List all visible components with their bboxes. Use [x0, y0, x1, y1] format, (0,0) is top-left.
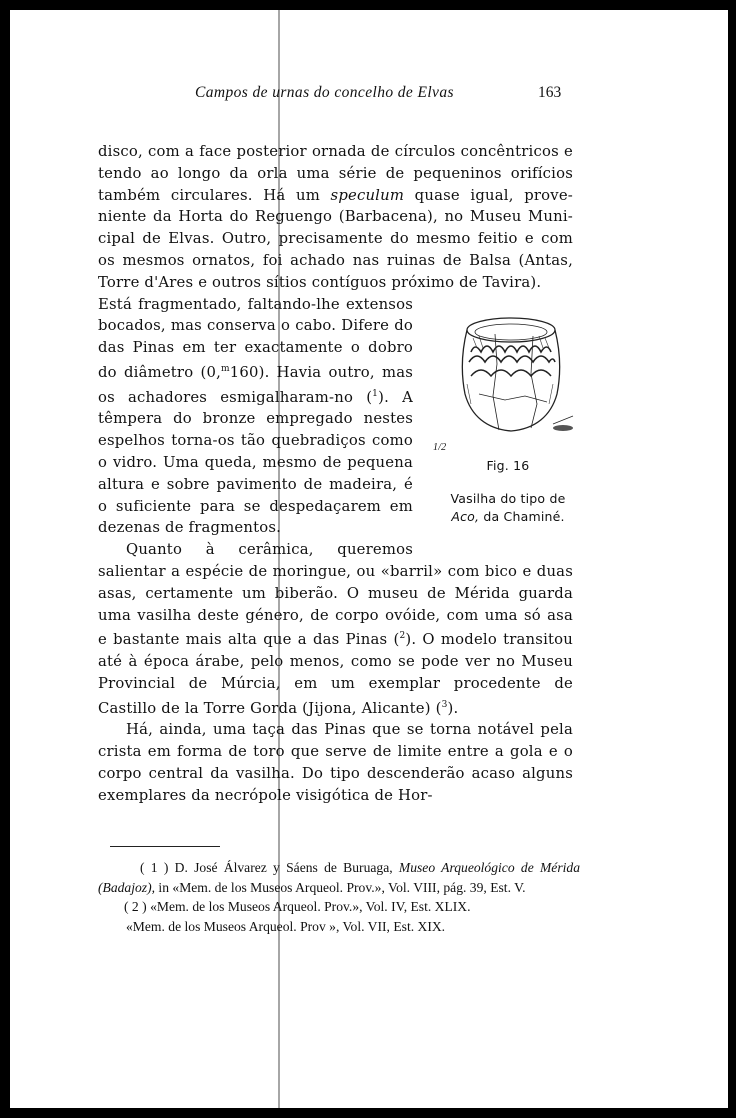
body-text: [98, 141, 573, 807]
footnotes: [98, 858, 580, 936]
latin-term: speculum: [330, 186, 405, 204]
page-number: 163: [538, 84, 562, 101]
footnote-rule: [110, 846, 220, 847]
footnote-1: ( 1 ) D. José Álvarez y Sáens de Buruaga, Museo Arqueológico de Mérida (Badajoz), in «Mem. de los Museos Arqueol. Prov.», Vol. VIII, pág. 39, Est. V.: [98, 860, 580, 895]
figure-caption: Vasilha do tipo de Aco, da Chaminé.: [450, 490, 566, 524]
vessel-illustration: [435, 304, 581, 444]
scale-mark: 1/2: [433, 441, 447, 453]
artist-signature-mark: [553, 425, 573, 431]
footnote-ref-1: 1: [372, 388, 379, 399]
paragraph-speculum: disco, com a face posterior ornada de círculos concêntricos e tendo ao longo da orla uma série de pequeninos orifícios também circulares. Há um speculum quase igual, prove- niente da Horta do Reguengo (Barbacena), no Museu Muni- cipal de Elvas. Outro, precisamente do mesmo feitio e com os mesmos ornatos, foi achado nas ruinas de Balsa (Antas, Torre d'Ares e outros sítios contíguos próximo de Tavira).: [98, 143, 574, 291]
running-title: Campos de urnas do concelho de Elvas: [195, 84, 454, 101]
paragraph-fragment: Está fragmentado, faltando-lhe extensos bocados, mas conserva o cabo. Difere do das Pinas em ter exactamente o dobro do diâmetro (0,$^m$160). Havia outro, mas os achadores esmigalharam-no ($^1$). A têmpera do bronze empregado nestes espelhos torna-os tão quebradiços como o vidro. Uma queda, mesmo de pequena altura e sobre pavimento de madeira, é o suficiente para se despedaçarem em dezenas de fragmentos.: [98, 295, 414, 537]
footnote-3: «Mem. de los Museos Arqueol. Prov », Vol. VII, Est. XIX.: [126, 918, 446, 934]
paragraph-taca: Há, ainda, uma taça das Pinas que se torna notável pela crista em forma de toro que serve de limite entre a gola e o corpo central da vasilha. Do tipo descenderão acaso alguns exemplares da necrópole visigótica de Hor-: [98, 721, 573, 804]
paragraph-ceramica: Quanto à cerâmica, queremos salientar a espécie de moringue, ou «barril» com bico e duas asas, certamente um biberão. O museu de Mérida guarda uma vasilha deste género, de corpo ovóide, com uma só asa e bastante mais alta que a das Pinas ($^2$). O modelo transitou até à época árabe, pelo menos, como se pode ver no Museu Provincial de Múrcia, em um exemplar procedente de Castillo de la Torre Gorda (Jijona, Alicante) ($^3$).: [98, 541, 574, 717]
page-header: [10, 84, 728, 104]
figure-16: [435, 294, 581, 549]
figure-number: Fig. 16: [486, 457, 530, 473]
footnote-ref-3: 3: [441, 699, 448, 710]
footnote-ref-2: 2: [399, 631, 406, 642]
footnote-2: ( 2 ) «Mem. de los Museos Arqueol. Prov.», Vol. IV, Est. XLIX.: [124, 899, 471, 914]
book-page: [10, 10, 728, 1108]
